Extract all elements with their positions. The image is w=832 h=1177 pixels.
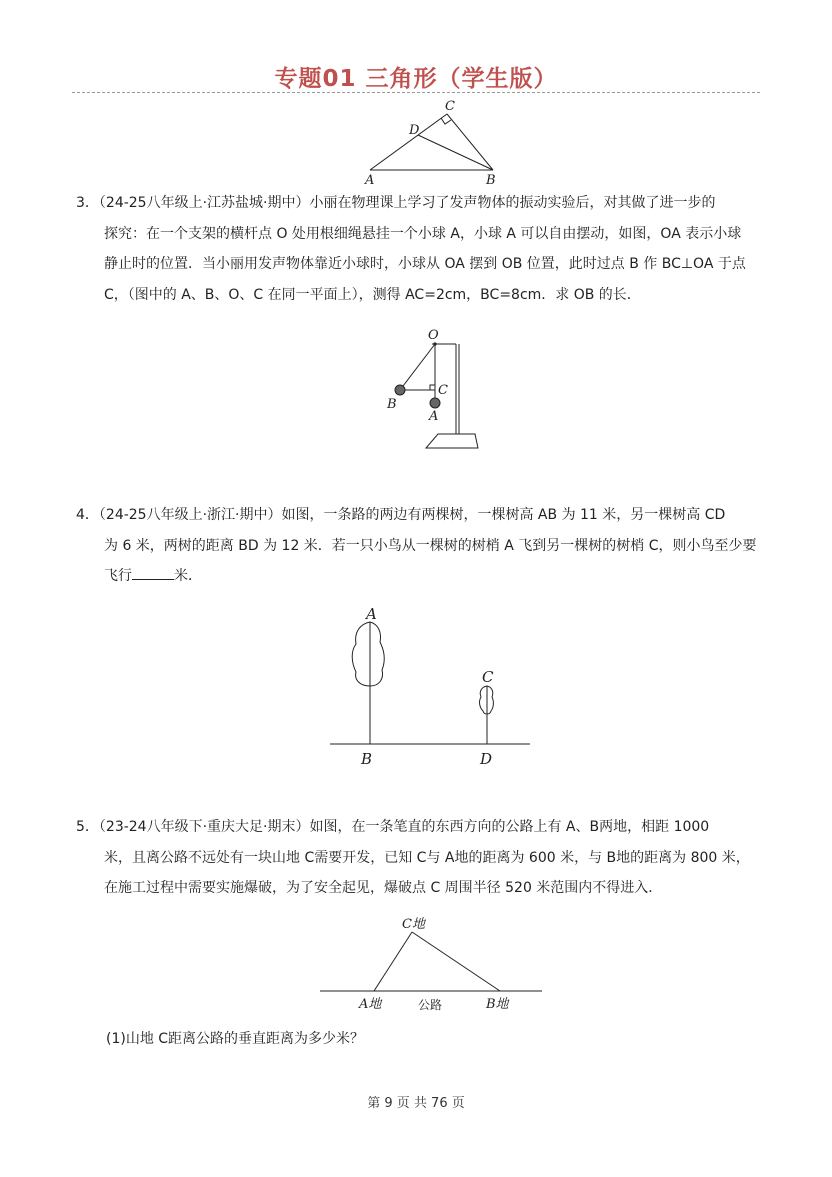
title-divider <box>72 92 760 93</box>
segment-cb <box>447 114 493 170</box>
figure-pendulum <box>380 326 490 456</box>
question-4 <box>76 500 766 592</box>
segment-ob <box>400 344 435 390</box>
figure-two-trees <box>320 602 540 772</box>
q4-line-3-before: 飞行 <box>104 568 132 584</box>
segment-ac <box>374 932 412 991</box>
q4-line-3 <box>76 561 766 592</box>
label-d: D <box>480 750 493 768</box>
ball-b <box>395 385 405 395</box>
tree-ab-crown <box>352 622 384 686</box>
label-a: A <box>429 409 439 424</box>
label-b: B <box>486 173 496 186</box>
label-a: A地 <box>359 997 382 1012</box>
q3-line-1: 3．（24-25八年级上·江苏盐城·期中）小丽在物理课上学习了发声物体的振动实验后，对其做了进一步的 <box>76 195 716 211</box>
answer-blank[interactable] <box>132 565 174 580</box>
figure-road <box>316 912 548 1016</box>
label-road: 公路 <box>418 998 443 1012</box>
label-c: C <box>445 100 455 114</box>
label-b: B地 <box>486 997 509 1012</box>
label-b: B <box>361 750 373 768</box>
tree-cd-crown <box>480 686 494 714</box>
q5-subquestion-1: (1)山地 C距离公路的垂直距离为多少米？ <box>106 1031 365 1047</box>
q4-line-3-after: 米． <box>174 568 202 584</box>
label-c: C地 <box>402 917 425 932</box>
q4-line-1: 4．（24-25八年级上·浙江·期中）如图，一条路的两边有两棵树，一棵树高 AB 为 11 米，另一棵树高 CD <box>76 507 726 523</box>
segment-db <box>418 135 493 170</box>
page-title: 专题01 三角形（学生版） <box>274 66 558 92</box>
label-b: B <box>387 397 397 412</box>
label-a: A <box>366 605 377 623</box>
q5-line-2: 米，且离公路不远处有一块山地 C需要开发，已知 C与 A地的距离为 600 米，与 B地的距离为 800 米， <box>104 849 750 866</box>
q5-line-1: 5．（23-24八年级下·重庆大足·期末）如图，在一条笔直的东西方向的公路上有 A、B两地，相距 1000 <box>76 819 710 835</box>
q3-line-4: C，（图中的 A、B、O、C 在同一平面上），测得 AC=2cm，BC=8cm．求 OB 的长． <box>104 286 641 303</box>
label-d: D <box>409 123 420 138</box>
q5-line-3: 在施工过程中需要实施爆破，为了安全起见，爆破点 C 周围半径 520 米范围内不得进入． <box>104 880 663 896</box>
q4-line-2: 为 6 米，两树的距离 BD 为 12 米．若一只小鸟从一棵树的树梢 A 飞到另一棵树的树梢 C，则小鸟至少要 <box>104 537 757 554</box>
label-c: C <box>482 668 494 686</box>
label-o: O <box>428 328 439 343</box>
page-footer: 第 9 页 共 76 页 <box>367 1096 465 1111</box>
question-5 <box>76 812 766 904</box>
right-angle-mark <box>441 118 451 124</box>
figure-triangle-abcd <box>360 100 510 186</box>
question-3 <box>76 188 766 310</box>
label-c: C <box>438 383 448 398</box>
right-angle-mark-c <box>430 385 435 390</box>
segment-cb <box>412 932 500 991</box>
q3-line-2: 探究：在一个支架的横杆点 O 处用根细绳悬挂一个小球 A，小球 A 可以自由摆动，如图，OA 表示小球 <box>104 225 742 242</box>
q3-line-3: 静止时的位置．当小丽用发声物体靠近小球时，小球从 OA 摆到 OB 位置，此时过点 B 作 BC⊥OA 于点 <box>104 256 746 272</box>
stand-base <box>426 434 478 448</box>
label-a: A <box>365 173 375 186</box>
ball-a <box>430 398 440 408</box>
